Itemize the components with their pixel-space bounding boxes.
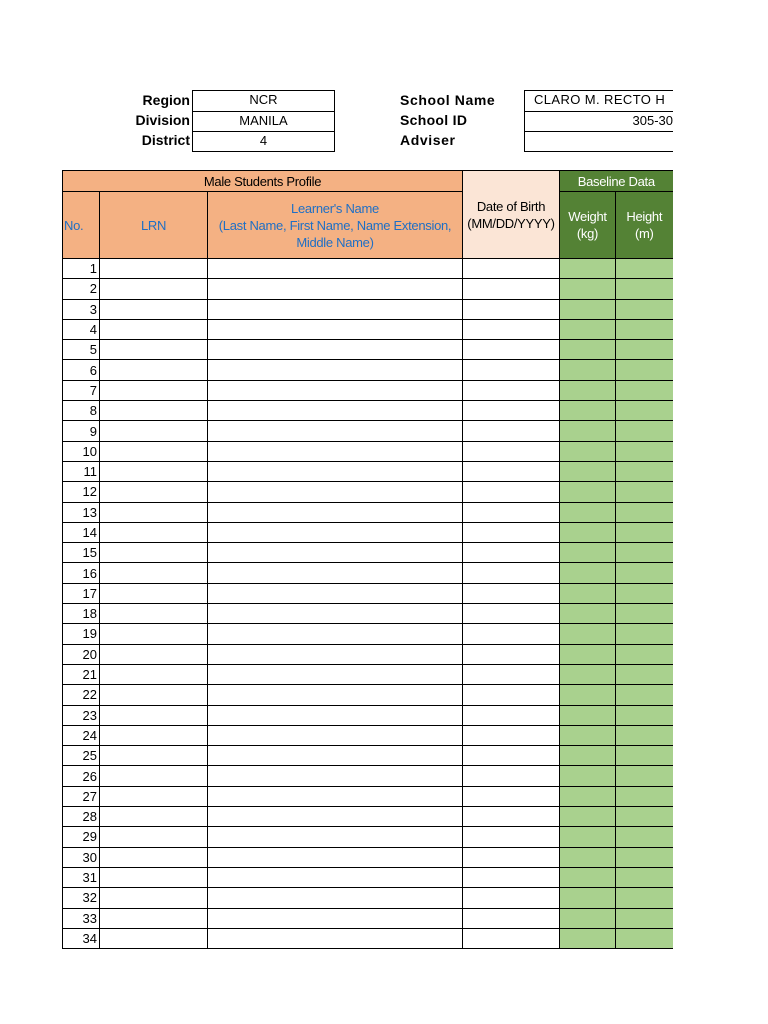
table-row — [63, 502, 673, 522]
row-number: 19 — [63, 624, 100, 644]
height-cell[interactable] — [616, 441, 673, 461]
table-row — [63, 441, 673, 461]
weight-cell[interactable] — [560, 279, 616, 299]
lrn-cell[interactable] — [100, 604, 208, 624]
weight-cell[interactable] — [560, 259, 616, 279]
dob-cell[interactable] — [463, 624, 560, 644]
weight-cell[interactable] — [560, 664, 616, 684]
learner-name-cell[interactable] — [208, 380, 463, 400]
learner-name-cell[interactable] — [208, 543, 463, 563]
dob-cell[interactable] — [463, 908, 560, 928]
weight-cell[interactable] — [560, 502, 616, 522]
weight-cell[interactable] — [560, 746, 616, 766]
height-cell[interactable] — [616, 746, 673, 766]
dob-cell[interactable] — [463, 786, 560, 806]
height-header-line2: (m) — [634, 226, 654, 241]
table-row — [63, 827, 673, 847]
height-cell[interactable] — [616, 685, 673, 705]
lrn-cell[interactable] — [100, 928, 208, 948]
school-name-label: School Name — [400, 92, 496, 108]
height-cell[interactable] — [616, 401, 673, 421]
dob-cell[interactable] — [463, 807, 560, 827]
table-row — [63, 705, 673, 725]
height-cell[interactable] — [616, 664, 673, 684]
weight-cell[interactable] — [560, 827, 616, 847]
weight-cell[interactable] — [560, 847, 616, 867]
learner-name-cell[interactable] — [208, 888, 463, 908]
weight-cell[interactable] — [560, 299, 616, 319]
height-cell[interactable] — [616, 259, 673, 279]
learner-name-cell[interactable] — [208, 807, 463, 827]
weight-cell[interactable] — [560, 807, 616, 827]
table-row — [63, 746, 673, 766]
table-row — [63, 259, 673, 279]
region-label: Region — [142, 92, 190, 108]
dob-header — [463, 171, 560, 259]
dob-cell[interactable] — [463, 847, 560, 867]
learner-name-cell[interactable] — [208, 563, 463, 583]
height-cell[interactable] — [616, 563, 673, 583]
row-number: 32 — [63, 888, 100, 908]
dob-header-line1: Date of Birth — [476, 198, 546, 214]
weight-cell[interactable] — [560, 867, 616, 887]
lrn-cell[interactable] — [100, 644, 208, 664]
table-row — [63, 461, 673, 481]
table-row — [63, 867, 673, 887]
learner-name-cell[interactable] — [208, 299, 463, 319]
learner-name-cell[interactable] — [208, 502, 463, 522]
lrn-cell[interactable] — [100, 807, 208, 827]
row-number: 14 — [63, 522, 100, 542]
district-label: District — [141, 132, 190, 148]
row-number: 31 — [63, 867, 100, 887]
row-number: 30 — [63, 847, 100, 867]
division-field[interactable]: MANILA — [192, 111, 335, 131]
row-number: 10 — [63, 441, 100, 461]
learner-name-cell[interactable] — [208, 421, 463, 441]
weight-cell[interactable] — [560, 766, 616, 786]
table-row — [63, 563, 673, 583]
learner-name-cell[interactable] — [208, 908, 463, 928]
dob-cell[interactable] — [463, 360, 560, 380]
row-number: 33 — [63, 908, 100, 928]
height-cell[interactable] — [616, 319, 673, 339]
lrn-cell[interactable] — [100, 746, 208, 766]
row-number: 34 — [63, 928, 100, 948]
division-label: Division — [135, 112, 190, 128]
dob-cell[interactable] — [463, 867, 560, 887]
lrn-cell[interactable] — [100, 522, 208, 542]
table-row — [63, 482, 673, 502]
dob-cell[interactable] — [463, 421, 560, 441]
dob-cell[interactable] — [463, 340, 560, 360]
lrn-cell[interactable] — [100, 279, 208, 299]
dob-cell[interactable] — [463, 928, 560, 948]
lrn-cell[interactable] — [100, 259, 208, 279]
learner-name-cell[interactable] — [208, 725, 463, 745]
row-number: 18 — [63, 604, 100, 624]
height-cell[interactable] — [616, 725, 673, 745]
lrn-cell[interactable] — [100, 827, 208, 847]
learner-name-cell[interactable] — [208, 786, 463, 806]
height-cell[interactable] — [616, 299, 673, 319]
weight-cell[interactable] — [560, 705, 616, 725]
baseline-title: Baseline Data — [560, 171, 673, 192]
table-row — [63, 319, 673, 339]
learner-name-cell[interactable] — [208, 604, 463, 624]
table-row — [63, 766, 673, 786]
dob-cell[interactable] — [463, 725, 560, 745]
dob-cell[interactable] — [463, 482, 560, 502]
height-cell[interactable] — [616, 461, 673, 481]
table-row — [63, 664, 673, 684]
profile-title: Male Students Profile — [63, 171, 463, 192]
table-row — [63, 644, 673, 664]
row-number: 26 — [63, 766, 100, 786]
row-number: 28 — [63, 807, 100, 827]
male-students-table — [62, 170, 673, 949]
dob-cell[interactable] — [463, 319, 560, 339]
weight-cell[interactable] — [560, 928, 616, 948]
height-cell[interactable] — [616, 340, 673, 360]
learner-name-cell[interactable] — [208, 644, 463, 664]
lrn-cell[interactable] — [100, 380, 208, 400]
lrn-header: LRN — [100, 192, 208, 259]
weight-cell[interactable] — [560, 543, 616, 563]
lrn-cell[interactable] — [100, 888, 208, 908]
height-cell[interactable] — [616, 502, 673, 522]
learner-name-cell[interactable] — [208, 461, 463, 481]
height-header — [616, 192, 673, 259]
learner-name-cell[interactable] — [208, 319, 463, 339]
learner-name-header — [208, 192, 463, 259]
adviser-label: Adviser — [400, 132, 456, 148]
row-number: 3 — [63, 299, 100, 319]
table-row — [63, 360, 673, 380]
height-cell[interactable] — [616, 867, 673, 887]
height-cell[interactable] — [616, 847, 673, 867]
learner-name-cell[interactable] — [208, 928, 463, 948]
row-number: 15 — [63, 543, 100, 563]
dob-cell[interactable] — [463, 401, 560, 421]
learner-name-cell[interactable] — [208, 340, 463, 360]
lrn-cell[interactable] — [100, 867, 208, 887]
weight-cell[interactable] — [560, 624, 616, 644]
dob-cell[interactable] — [463, 705, 560, 725]
table-row — [63, 928, 673, 948]
dob-header-line2: (MM/DD/YYYY) — [467, 215, 555, 231]
height-cell[interactable] — [616, 522, 673, 542]
weight-cell[interactable] — [560, 482, 616, 502]
row-number: 11 — [63, 461, 100, 481]
lrn-cell[interactable] — [100, 360, 208, 380]
lrn-cell[interactable] — [100, 908, 208, 928]
table-row — [63, 522, 673, 542]
weight-cell[interactable] — [560, 888, 616, 908]
learner-name-cell[interactable] — [208, 401, 463, 421]
row-number: 16 — [63, 563, 100, 583]
row-number: 9 — [63, 421, 100, 441]
lrn-cell[interactable] — [100, 624, 208, 644]
height-cell[interactable] — [616, 644, 673, 664]
row-number: 5 — [63, 340, 100, 360]
height-header-line1: Height — [626, 209, 663, 224]
row-number: 21 — [63, 664, 100, 684]
dob-cell[interactable] — [463, 461, 560, 481]
height-cell[interactable] — [616, 604, 673, 624]
lrn-cell[interactable] — [100, 340, 208, 360]
lrn-cell[interactable] — [100, 685, 208, 705]
learner-name-line1: Learner's Name — [291, 200, 379, 216]
dob-cell[interactable] — [463, 827, 560, 847]
dob-cell[interactable] — [463, 766, 560, 786]
learner-name-cell[interactable] — [208, 664, 463, 684]
learner-name-cell[interactable] — [208, 360, 463, 380]
weight-header-line1: Weight — [568, 209, 607, 224]
dob-cell[interactable] — [463, 522, 560, 542]
school-id-label: School ID — [400, 112, 468, 128]
height-cell[interactable] — [616, 786, 673, 806]
dob-cell[interactable] — [463, 299, 560, 319]
lrn-cell[interactable] — [100, 482, 208, 502]
dob-cell[interactable] — [463, 502, 560, 522]
height-cell[interactable] — [616, 705, 673, 725]
learner-name-cell[interactable] — [208, 746, 463, 766]
table-row — [63, 543, 673, 563]
height-cell[interactable] — [616, 827, 673, 847]
school-name-field[interactable]: CLARO M. RECTO H — [524, 90, 673, 111]
weight-cell[interactable] — [560, 563, 616, 583]
dob-cell[interactable] — [463, 279, 560, 299]
weight-header — [560, 192, 616, 259]
dob-cell[interactable] — [463, 685, 560, 705]
learner-name-cell[interactable] — [208, 624, 463, 644]
weight-cell[interactable] — [560, 725, 616, 745]
weight-cell[interactable] — [560, 360, 616, 380]
dob-cell[interactable] — [463, 888, 560, 908]
dob-cell[interactable] — [463, 380, 560, 400]
row-number: 6 — [63, 360, 100, 380]
row-number: 29 — [63, 827, 100, 847]
no-header: No. — [63, 192, 100, 259]
weight-cell[interactable] — [560, 421, 616, 441]
learner-name-cell[interactable] — [208, 583, 463, 603]
lrn-cell[interactable] — [100, 401, 208, 421]
weight-cell[interactable] — [560, 441, 616, 461]
region-field[interactable]: NCR — [192, 90, 335, 111]
row-number: 7 — [63, 380, 100, 400]
row-number: 8 — [63, 401, 100, 421]
row-number: 23 — [63, 705, 100, 725]
dob-cell[interactable] — [463, 644, 560, 664]
dob-cell[interactable] — [463, 563, 560, 583]
weight-cell[interactable] — [560, 340, 616, 360]
table-row — [63, 786, 673, 806]
row-number: 20 — [63, 644, 100, 664]
weight-cell[interactable] — [560, 380, 616, 400]
learner-name-cell[interactable] — [208, 259, 463, 279]
learner-name-line3: Middle Name) — [296, 234, 374, 250]
table-row — [63, 847, 673, 867]
lrn-cell[interactable] — [100, 543, 208, 563]
dob-cell[interactable] — [463, 543, 560, 563]
height-cell[interactable] — [616, 908, 673, 928]
lrn-cell[interactable] — [100, 766, 208, 786]
dob-cell[interactable] — [463, 664, 560, 684]
lrn-cell[interactable] — [100, 705, 208, 725]
lrn-cell[interactable] — [100, 725, 208, 745]
lrn-cell[interactable] — [100, 441, 208, 461]
table-row — [63, 340, 673, 360]
dob-cell[interactable] — [463, 583, 560, 603]
row-number: 24 — [63, 725, 100, 745]
height-cell[interactable] — [616, 543, 673, 563]
table-row — [63, 421, 673, 441]
table-row — [63, 299, 673, 319]
table-row — [63, 888, 673, 908]
weight-cell[interactable] — [560, 319, 616, 339]
learner-name-cell[interactable] — [208, 279, 463, 299]
height-cell[interactable] — [616, 928, 673, 948]
table-row — [63, 725, 673, 745]
row-number: 27 — [63, 786, 100, 806]
row-number: 4 — [63, 319, 100, 339]
height-cell[interactable] — [616, 279, 673, 299]
lrn-cell[interactable] — [100, 563, 208, 583]
row-number: 1 — [63, 259, 100, 279]
lrn-cell[interactable] — [100, 786, 208, 806]
table-row — [63, 279, 673, 299]
height-cell[interactable] — [616, 482, 673, 502]
learner-name-line2: (Last Name, First Name, Name Extension, — [218, 217, 452, 233]
height-cell[interactable] — [616, 807, 673, 827]
learner-name-cell[interactable] — [208, 766, 463, 786]
lrn-cell[interactable] — [100, 299, 208, 319]
learner-name-cell[interactable] — [208, 441, 463, 461]
weight-cell[interactable] — [560, 786, 616, 806]
learner-name-cell[interactable] — [208, 867, 463, 887]
table-row — [63, 604, 673, 624]
dob-cell[interactable] — [463, 746, 560, 766]
weight-header-line2: (kg) — [576, 226, 599, 241]
weight-cell[interactable] — [560, 685, 616, 705]
dob-cell[interactable] — [463, 604, 560, 624]
row-number: 22 — [63, 685, 100, 705]
dob-cell[interactable] — [463, 259, 560, 279]
learner-name-cell[interactable] — [208, 827, 463, 847]
weight-cell[interactable] — [560, 908, 616, 928]
adviser-field[interactable] — [524, 131, 673, 152]
lrn-cell[interactable] — [100, 847, 208, 867]
table-row — [63, 908, 673, 928]
height-cell[interactable] — [616, 766, 673, 786]
weight-cell[interactable] — [560, 522, 616, 542]
lrn-cell[interactable] — [100, 421, 208, 441]
row-number: 13 — [63, 502, 100, 522]
learner-name-cell[interactable] — [208, 685, 463, 705]
learner-name-cell[interactable] — [208, 522, 463, 542]
row-number: 2 — [63, 279, 100, 299]
row-number: 25 — [63, 746, 100, 766]
learner-name-cell[interactable] — [208, 847, 463, 867]
table-row — [63, 685, 673, 705]
table-row — [63, 624, 673, 644]
learner-name-cell[interactable] — [208, 482, 463, 502]
row-number: 12 — [63, 482, 100, 502]
height-cell[interactable] — [616, 583, 673, 603]
lrn-cell[interactable] — [100, 461, 208, 481]
height-cell[interactable] — [616, 360, 673, 380]
lrn-cell[interactable] — [100, 664, 208, 684]
learner-name-cell[interactable] — [208, 705, 463, 725]
height-cell[interactable] — [616, 421, 673, 441]
lrn-cell[interactable] — [100, 502, 208, 522]
lrn-cell[interactable] — [100, 583, 208, 603]
height-cell[interactable] — [616, 624, 673, 644]
lrn-cell[interactable] — [100, 319, 208, 339]
height-cell[interactable] — [616, 380, 673, 400]
weight-cell[interactable] — [560, 604, 616, 624]
height-cell[interactable] — [616, 888, 673, 908]
table-row — [63, 380, 673, 400]
dob-cell[interactable] — [463, 441, 560, 461]
weight-cell[interactable] — [560, 644, 616, 664]
district-field[interactable]: 4 — [192, 131, 335, 152]
row-number: 17 — [63, 583, 100, 603]
weight-cell[interactable] — [560, 401, 616, 421]
table-row — [63, 583, 673, 603]
table-row — [63, 807, 673, 827]
weight-cell[interactable] — [560, 583, 616, 603]
weight-cell[interactable] — [560, 461, 616, 481]
school-id-field[interactable]: 305-30 — [524, 111, 673, 131]
table-row — [63, 401, 673, 421]
